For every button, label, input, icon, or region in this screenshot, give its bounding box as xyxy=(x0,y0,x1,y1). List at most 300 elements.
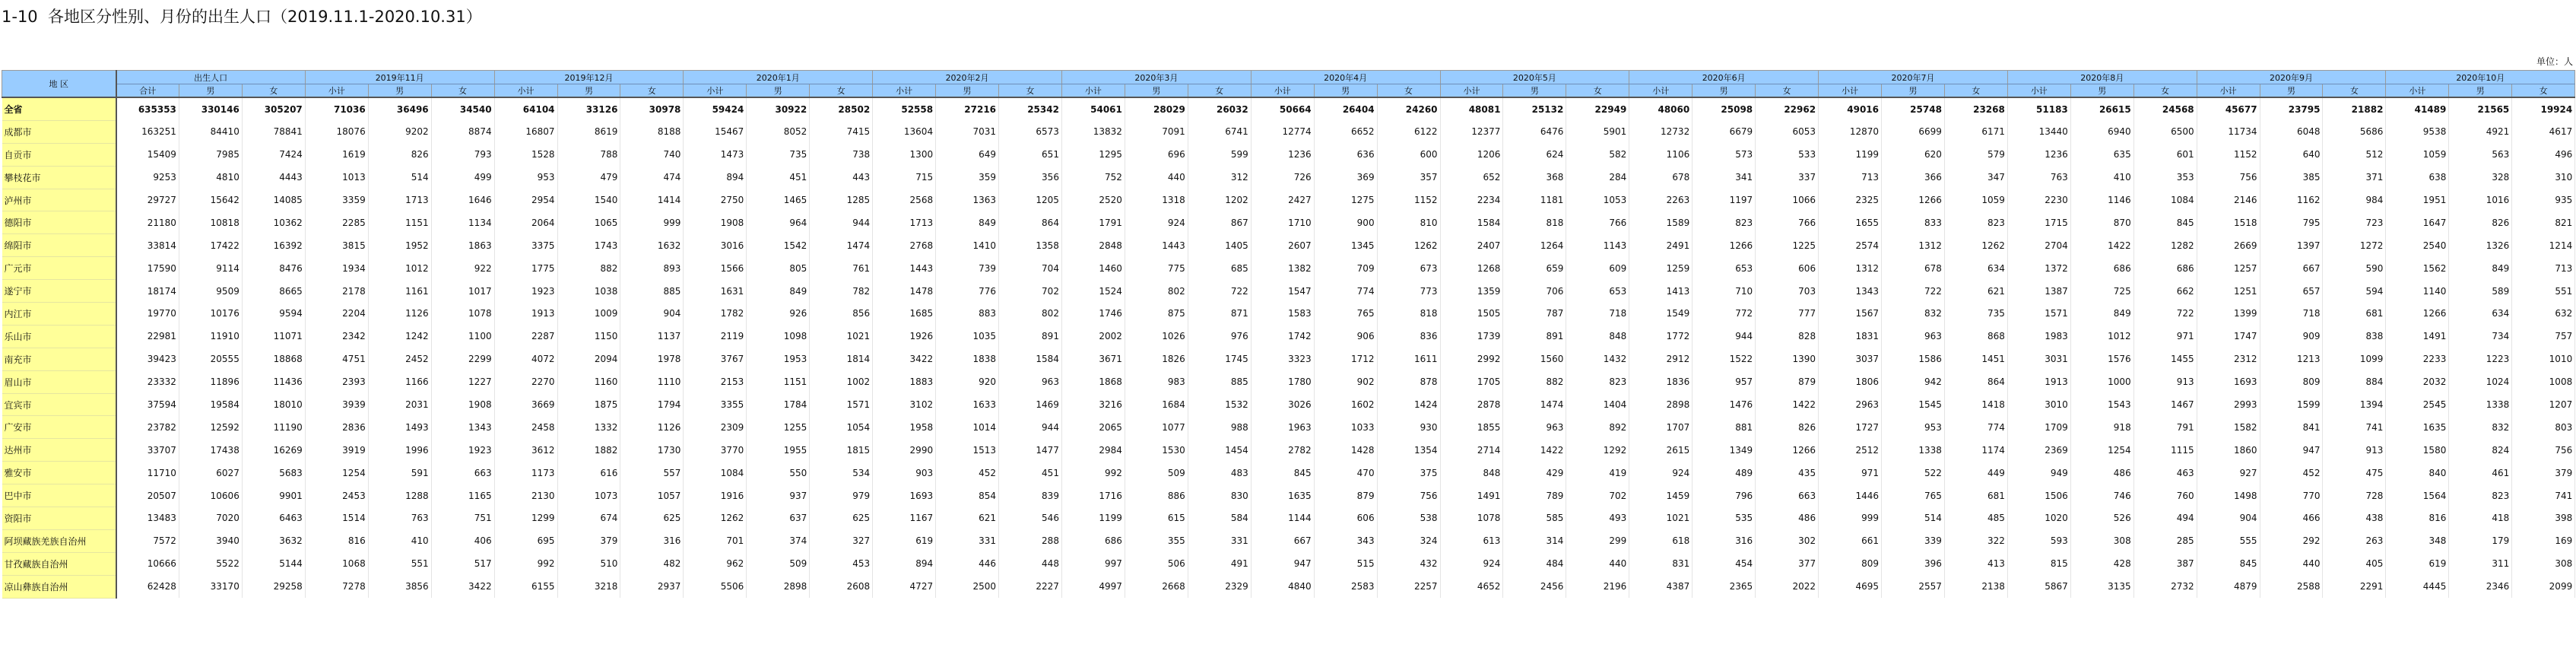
table-cell: 1562 xyxy=(2386,257,2449,280)
table-cell: 1288 xyxy=(368,484,431,507)
table-cell: 681 xyxy=(2323,303,2386,326)
table-cell: 78841 xyxy=(242,120,305,143)
table-cell: 2365 xyxy=(1692,575,1756,598)
region-name: 广元市 xyxy=(2,257,116,280)
table-cell: 1390 xyxy=(1756,348,1819,370)
table-cell: 651 xyxy=(999,143,1062,166)
table-cell: 971 xyxy=(1819,462,1882,484)
table-cell: 849 xyxy=(2449,257,2512,280)
table-cell: 16269 xyxy=(242,439,305,462)
table-cell: 1033 xyxy=(1314,416,1377,439)
table-cell: 1012 xyxy=(2070,325,2133,348)
table-cell: 10362 xyxy=(242,211,305,234)
table-cell: 324 xyxy=(1377,529,1440,552)
table-cell: 51183 xyxy=(2007,97,2070,120)
table-cell: 1583 xyxy=(1251,303,1314,326)
table-cell: 2993 xyxy=(2197,393,2260,416)
table-cell: 971 xyxy=(2133,325,2197,348)
table-cell: 868 xyxy=(1944,325,2007,348)
table-cell: 2407 xyxy=(1440,234,1503,257)
table-cell: 3815 xyxy=(305,234,368,257)
table-cell: 62428 xyxy=(116,575,179,598)
table-cell: 48060 xyxy=(1629,97,1692,120)
table-cell: 2782 xyxy=(1251,439,1314,462)
table-cell: 339 xyxy=(1882,529,1945,552)
table-cell: 735 xyxy=(1944,303,2007,326)
table-cell: 1428 xyxy=(1314,439,1377,462)
table-cell: 1299 xyxy=(494,507,557,530)
table-cell: 849 xyxy=(936,211,999,234)
table-cell: 763 xyxy=(2007,166,2070,189)
table-cell: 791 xyxy=(2133,416,2197,439)
table-cell: 775 xyxy=(1125,257,1188,280)
table-cell: 701 xyxy=(684,529,747,552)
table-cell: 667 xyxy=(1251,529,1314,552)
table-cell: 2540 xyxy=(2386,234,2449,257)
table-cell: 594 xyxy=(2323,280,2386,303)
table-row xyxy=(2,97,2575,120)
table-cell: 625 xyxy=(810,507,873,530)
table-cell: 84410 xyxy=(179,120,242,143)
table-cell: 5144 xyxy=(242,552,305,575)
table-cell: 924 xyxy=(1125,211,1188,234)
table-cell: 849 xyxy=(2070,303,2133,326)
table-cell: 3031 xyxy=(2007,348,2070,370)
table-cell: 944 xyxy=(999,416,1062,439)
table-row xyxy=(2,166,2575,189)
table-cell: 1151 xyxy=(368,211,431,234)
table-cell: 1173 xyxy=(494,462,557,484)
table-cell: 2196 xyxy=(1566,575,1629,598)
table-cell: 13483 xyxy=(116,507,179,530)
table-cell: 1424 xyxy=(1377,393,1440,416)
table-cell: 776 xyxy=(936,280,999,303)
table-cell: 1166 xyxy=(368,370,431,393)
table-cell: 6048 xyxy=(2260,120,2323,143)
table-cell: 963 xyxy=(1882,325,1945,348)
table-cell: 1863 xyxy=(431,234,494,257)
table-cell: 1532 xyxy=(1188,393,1251,416)
table-cell: 593 xyxy=(2007,529,2070,552)
table-cell: 2608 xyxy=(810,575,873,598)
table-cell: 449 xyxy=(1944,462,2007,484)
group-header: 2020年7月 xyxy=(1819,71,2008,84)
table-cell: 10606 xyxy=(179,484,242,507)
table-cell: 2458 xyxy=(494,416,557,439)
table-cell: 632 xyxy=(2512,303,2575,326)
subcolumn-header: 女 xyxy=(431,84,494,98)
table-cell: 314 xyxy=(1503,529,1566,552)
table-cell: 432 xyxy=(1377,552,1440,575)
table-cell: 538 xyxy=(1377,507,1440,530)
table-cell: 815 xyxy=(2007,552,2070,575)
table-cell: 1635 xyxy=(1251,484,1314,507)
table-cell: 1684 xyxy=(1125,393,1188,416)
table-cell: 24568 xyxy=(2133,97,2197,120)
table-cell: 7415 xyxy=(810,120,873,143)
table-cell: 1262 xyxy=(1944,234,2007,257)
table-cell: 3939 xyxy=(305,393,368,416)
table-row xyxy=(2,348,2575,370)
table-cell: 1225 xyxy=(1756,234,1819,257)
table-row xyxy=(2,575,2575,598)
table-cell: 2583 xyxy=(1314,575,1377,598)
table-cell: 366 xyxy=(1882,166,1945,189)
table-cell: 302 xyxy=(1756,529,1819,552)
table-cell: 343 xyxy=(1314,529,1377,552)
table-cell: 1713 xyxy=(873,211,936,234)
table-cell: 19584 xyxy=(179,393,242,416)
table-cell: 884 xyxy=(2323,370,2386,393)
table-cell: 440 xyxy=(1125,166,1188,189)
table-cell: 1814 xyxy=(810,348,873,370)
table-cell: 891 xyxy=(1503,325,1566,348)
page-title: 1-10 各地区分性别、月份的出生人口（2019.11.1-2020.10.31） xyxy=(2,8,482,26)
table-cell: 7424 xyxy=(242,143,305,166)
table-cell: 1602 xyxy=(1314,393,1377,416)
table-cell: 606 xyxy=(1314,507,1377,530)
region-name: 德阳市 xyxy=(2,211,116,234)
table-cell: 1422 xyxy=(2070,234,2133,257)
table-cell: 741 xyxy=(2512,484,2575,507)
table-cell: 1647 xyxy=(2386,211,2449,234)
table-cell: 1161 xyxy=(368,280,431,303)
table-cell: 756 xyxy=(1377,484,1440,507)
table-cell: 1693 xyxy=(2197,370,2260,393)
table-cell: 514 xyxy=(368,166,431,189)
table-cell: 1875 xyxy=(557,393,620,416)
table-cell: 962 xyxy=(684,552,747,575)
table-cell: 1566 xyxy=(684,257,747,280)
table-cell: 546 xyxy=(999,507,1062,530)
table-cell: 2309 xyxy=(684,416,747,439)
subcolumn-header: 男 xyxy=(747,84,810,98)
table-cell: 461 xyxy=(2449,462,2512,484)
table-cell: 341 xyxy=(1692,166,1756,189)
table-cell: 1478 xyxy=(873,280,936,303)
table-cell: 922 xyxy=(431,257,494,280)
region-name: 内江市 xyxy=(2,303,116,326)
table-cell: 327 xyxy=(810,529,873,552)
table-cell: 8619 xyxy=(557,120,620,143)
table-cell: 1518 xyxy=(2197,211,2260,234)
table-cell: 4617 xyxy=(2512,120,2575,143)
table-cell: 369 xyxy=(1314,166,1377,189)
table-cell: 735 xyxy=(747,143,810,166)
table-cell: 49016 xyxy=(1819,97,1882,120)
table-cell: 6679 xyxy=(1692,120,1756,143)
table-cell: 4727 xyxy=(873,575,936,598)
region-name: 眉山市 xyxy=(2,370,116,393)
table-cell: 418 xyxy=(2449,507,2512,530)
table-cell: 802 xyxy=(1125,280,1188,303)
table-cell: 11896 xyxy=(179,370,242,393)
table-cell: 2750 xyxy=(684,189,747,211)
table-cell: 1326 xyxy=(2449,234,2512,257)
table-cell: 3216 xyxy=(1061,393,1125,416)
group-header: 2020年3月 xyxy=(1061,71,1251,84)
table-cell: 1414 xyxy=(620,189,684,211)
table-cell: 26404 xyxy=(1314,97,1377,120)
table-cell: 3940 xyxy=(179,529,242,552)
subcolumn-header: 合计 xyxy=(116,84,179,98)
subcolumn-header: 女 xyxy=(2133,84,2197,98)
table-cell: 1742 xyxy=(1251,325,1314,348)
table-cell: 1137 xyxy=(620,325,684,348)
table-cell: 2230 xyxy=(2007,189,2070,211)
table-cell: 2588 xyxy=(2260,575,2323,598)
table-cell: 1745 xyxy=(1188,348,1251,370)
table-cell: 1110 xyxy=(620,370,684,393)
table-cell: 1199 xyxy=(1061,507,1125,530)
table-cell: 585 xyxy=(1503,507,1566,530)
table-cell: 1715 xyxy=(2007,211,2070,234)
table-cell: 1633 xyxy=(936,393,999,416)
table-cell: 14085 xyxy=(242,189,305,211)
table-cell: 1068 xyxy=(305,552,368,575)
table-cell: 740 xyxy=(620,143,684,166)
table-row xyxy=(2,280,2575,303)
table-cell: 512 xyxy=(2323,143,2386,166)
table-cell: 1024 xyxy=(2449,370,2512,393)
table-cell: 963 xyxy=(1503,416,1566,439)
table-cell: 1205 xyxy=(999,189,1062,211)
table-cell: 1206 xyxy=(1440,143,1503,166)
region-name: 凉山彝族自治州 xyxy=(2,575,116,598)
table-cell: 2456 xyxy=(1503,575,1566,598)
table-cell: 937 xyxy=(747,484,810,507)
table-row xyxy=(2,529,2575,552)
table-cell: 45677 xyxy=(2197,97,2260,120)
table-cell: 1584 xyxy=(999,348,1062,370)
table-cell: 845 xyxy=(2133,211,2197,234)
table-cell: 1547 xyxy=(1251,280,1314,303)
table-cell: 387 xyxy=(2133,552,2197,575)
table-cell: 28502 xyxy=(810,97,873,120)
table-cell: 1693 xyxy=(873,484,936,507)
table-cell: 609 xyxy=(1566,257,1629,280)
table-cell: 3037 xyxy=(1819,348,1882,370)
table-cell: 787 xyxy=(1503,303,1566,326)
table-cell: 4072 xyxy=(494,348,557,370)
table-cell: 833 xyxy=(1882,211,1945,234)
table-cell: 4997 xyxy=(1061,575,1125,598)
table-cell: 1712 xyxy=(1314,348,1377,370)
table-cell: 1026 xyxy=(1125,325,1188,348)
group-header: 2020年6月 xyxy=(1629,71,1819,84)
table-cell: 1014 xyxy=(936,416,999,439)
table-cell: 1275 xyxy=(1314,189,1377,211)
table-cell: 824 xyxy=(2449,439,2512,462)
table-cell: 3323 xyxy=(1251,348,1314,370)
table-cell: 678 xyxy=(1882,257,1945,280)
table-cell: 1469 xyxy=(999,393,1062,416)
table-cell: 685 xyxy=(1188,257,1251,280)
table-cell: 1513 xyxy=(936,439,999,462)
table-cell: 1883 xyxy=(873,370,936,393)
table-cell: 563 xyxy=(2449,143,2512,166)
subcolumn-header: 小计 xyxy=(1061,84,1125,98)
table-cell: 1262 xyxy=(1377,234,1440,257)
table-cell: 1951 xyxy=(2386,189,2449,211)
group-header: 2020年1月 xyxy=(684,71,873,84)
table-cell: 509 xyxy=(747,552,810,575)
table-cell: 963 xyxy=(999,370,1062,393)
table-cell: 2990 xyxy=(873,439,936,462)
table-cell: 6500 xyxy=(2133,120,2197,143)
table-cell: 12592 xyxy=(179,416,242,439)
subcolumn-header: 小计 xyxy=(1629,84,1692,98)
table-cell: 557 xyxy=(620,462,684,484)
table-cell: 1743 xyxy=(557,234,620,257)
table-cell: 27216 xyxy=(936,97,999,120)
table-cell: 1491 xyxy=(1440,484,1503,507)
table-cell: 904 xyxy=(620,303,684,326)
table-cell: 371 xyxy=(2323,166,2386,189)
table-cell: 3669 xyxy=(494,393,557,416)
table-cell: 6940 xyxy=(2070,120,2133,143)
table-cell: 624 xyxy=(1503,143,1566,166)
table-cell: 615 xyxy=(1125,507,1188,530)
table-cell: 849 xyxy=(747,280,810,303)
table-cell: 1707 xyxy=(1629,416,1692,439)
table-cell: 686 xyxy=(1061,529,1125,552)
table-cell: 50664 xyxy=(1251,97,1314,120)
table-cell: 1358 xyxy=(999,234,1062,257)
table-cell: 913 xyxy=(2323,439,2386,462)
table-cell: 466 xyxy=(2260,507,2323,530)
table-cell: 311 xyxy=(2449,552,2512,575)
table-cell: 12377 xyxy=(1440,120,1503,143)
table-cell: 2130 xyxy=(494,484,557,507)
table-cell: 788 xyxy=(557,143,620,166)
table-cell: 1160 xyxy=(557,370,620,393)
table-cell: 5522 xyxy=(179,552,242,575)
table-cell: 1165 xyxy=(431,484,494,507)
table-cell: 1059 xyxy=(2386,143,2449,166)
subcolumn-header: 女 xyxy=(1188,84,1251,98)
table-cell: 864 xyxy=(1944,370,2007,393)
table-cell: 1476 xyxy=(1692,393,1756,416)
table-cell: 1739 xyxy=(1440,325,1503,348)
table-cell: 22962 xyxy=(1756,97,1819,120)
table-cell: 1059 xyxy=(1944,189,2007,211)
table-cell: 9114 xyxy=(179,257,242,280)
subcolumn-header: 小计 xyxy=(1819,84,1882,98)
table-cell: 305207 xyxy=(242,97,305,120)
table-cell: 1213 xyxy=(2260,348,2323,370)
table-cell: 841 xyxy=(2260,416,2323,439)
table-cell: 1923 xyxy=(494,280,557,303)
table-cell: 601 xyxy=(2133,143,2197,166)
table-cell: 9253 xyxy=(116,166,179,189)
table-cell: 29727 xyxy=(116,189,179,211)
table-cell: 2453 xyxy=(305,484,368,507)
table-cell: 1065 xyxy=(557,211,620,234)
table-cell: 1057 xyxy=(620,484,684,507)
region-name: 甘孜藏族自治州 xyxy=(2,552,116,575)
table-cell: 4387 xyxy=(1629,575,1692,598)
group-header: 2020年8月 xyxy=(2007,71,2197,84)
table-cell: 2369 xyxy=(2007,439,2070,462)
table-cell: 579 xyxy=(1944,143,2007,166)
table-cell: 1631 xyxy=(684,280,747,303)
subcolumn-header: 男 xyxy=(1125,84,1188,98)
subcolumn-header: 小计 xyxy=(2386,84,2449,98)
subcolumn-header: 男 xyxy=(1503,84,1566,98)
region-name: 全省 xyxy=(2,97,116,120)
table-cell: 2146 xyxy=(2197,189,2260,211)
table-cell: 1038 xyxy=(557,280,620,303)
table-cell: 7031 xyxy=(936,120,999,143)
table-cell: 506 xyxy=(1125,552,1188,575)
table-cell: 1053 xyxy=(1566,189,1629,211)
table-cell: 1020 xyxy=(2007,507,2070,530)
table-row xyxy=(2,189,2575,211)
table-cell: 1338 xyxy=(1882,439,1945,462)
table-cell: 419 xyxy=(1566,462,1629,484)
table-row xyxy=(2,462,2575,484)
table-cell: 1266 xyxy=(1882,189,1945,211)
table-cell: 695 xyxy=(494,529,557,552)
table-cell: 1254 xyxy=(305,462,368,484)
table-cell: 331 xyxy=(936,529,999,552)
table-cell: 379 xyxy=(2512,462,2575,484)
table-cell: 6171 xyxy=(1944,120,2007,143)
table-cell: 2452 xyxy=(368,348,431,370)
table-cell: 1236 xyxy=(2007,143,2070,166)
table-cell: 1422 xyxy=(1756,393,1819,416)
table-cell: 3767 xyxy=(684,348,747,370)
table-cell: 2285 xyxy=(305,211,368,234)
table-cell: 1078 xyxy=(431,303,494,326)
table-cell: 662 xyxy=(2133,280,2197,303)
table-cell: 1794 xyxy=(620,393,684,416)
table-cell: 2545 xyxy=(2386,393,2449,416)
table-cell: 1543 xyxy=(2070,393,2133,416)
table-cell: 635353 xyxy=(116,97,179,120)
table-row xyxy=(2,370,2575,393)
table-cell: 484 xyxy=(1503,552,1566,575)
table-cell: 927 xyxy=(2197,462,2260,484)
table-cell: 1522 xyxy=(1692,348,1756,370)
table-cell: 1151 xyxy=(747,370,810,393)
table-cell: 348 xyxy=(2386,529,2449,552)
table-cell: 9202 xyxy=(368,120,431,143)
table-cell: 802 xyxy=(999,303,1062,326)
table-cell: 879 xyxy=(1314,484,1377,507)
table-cell: 1413 xyxy=(1629,280,1692,303)
table-cell: 1150 xyxy=(557,325,620,348)
table-cell: 18076 xyxy=(305,120,368,143)
table-cell: 3355 xyxy=(684,393,747,416)
table-cell: 39423 xyxy=(116,348,179,370)
table-cell: 23332 xyxy=(116,370,179,393)
table-cell: 1202 xyxy=(1188,189,1251,211)
table-cell: 883 xyxy=(936,303,999,326)
table-cell: 674 xyxy=(557,507,620,530)
table-cell: 2520 xyxy=(1061,189,1125,211)
table-cell: 885 xyxy=(1188,370,1251,393)
table-cell: 510 xyxy=(557,552,620,575)
group-header: 2020年4月 xyxy=(1251,71,1440,84)
table-cell: 746 xyxy=(2070,484,2133,507)
table-cell: 11071 xyxy=(242,325,305,348)
table-cell: 722 xyxy=(1188,280,1251,303)
table-cell: 1021 xyxy=(1629,507,1692,530)
table-cell: 1254 xyxy=(2070,439,2133,462)
table-cell: 440 xyxy=(1566,552,1629,575)
